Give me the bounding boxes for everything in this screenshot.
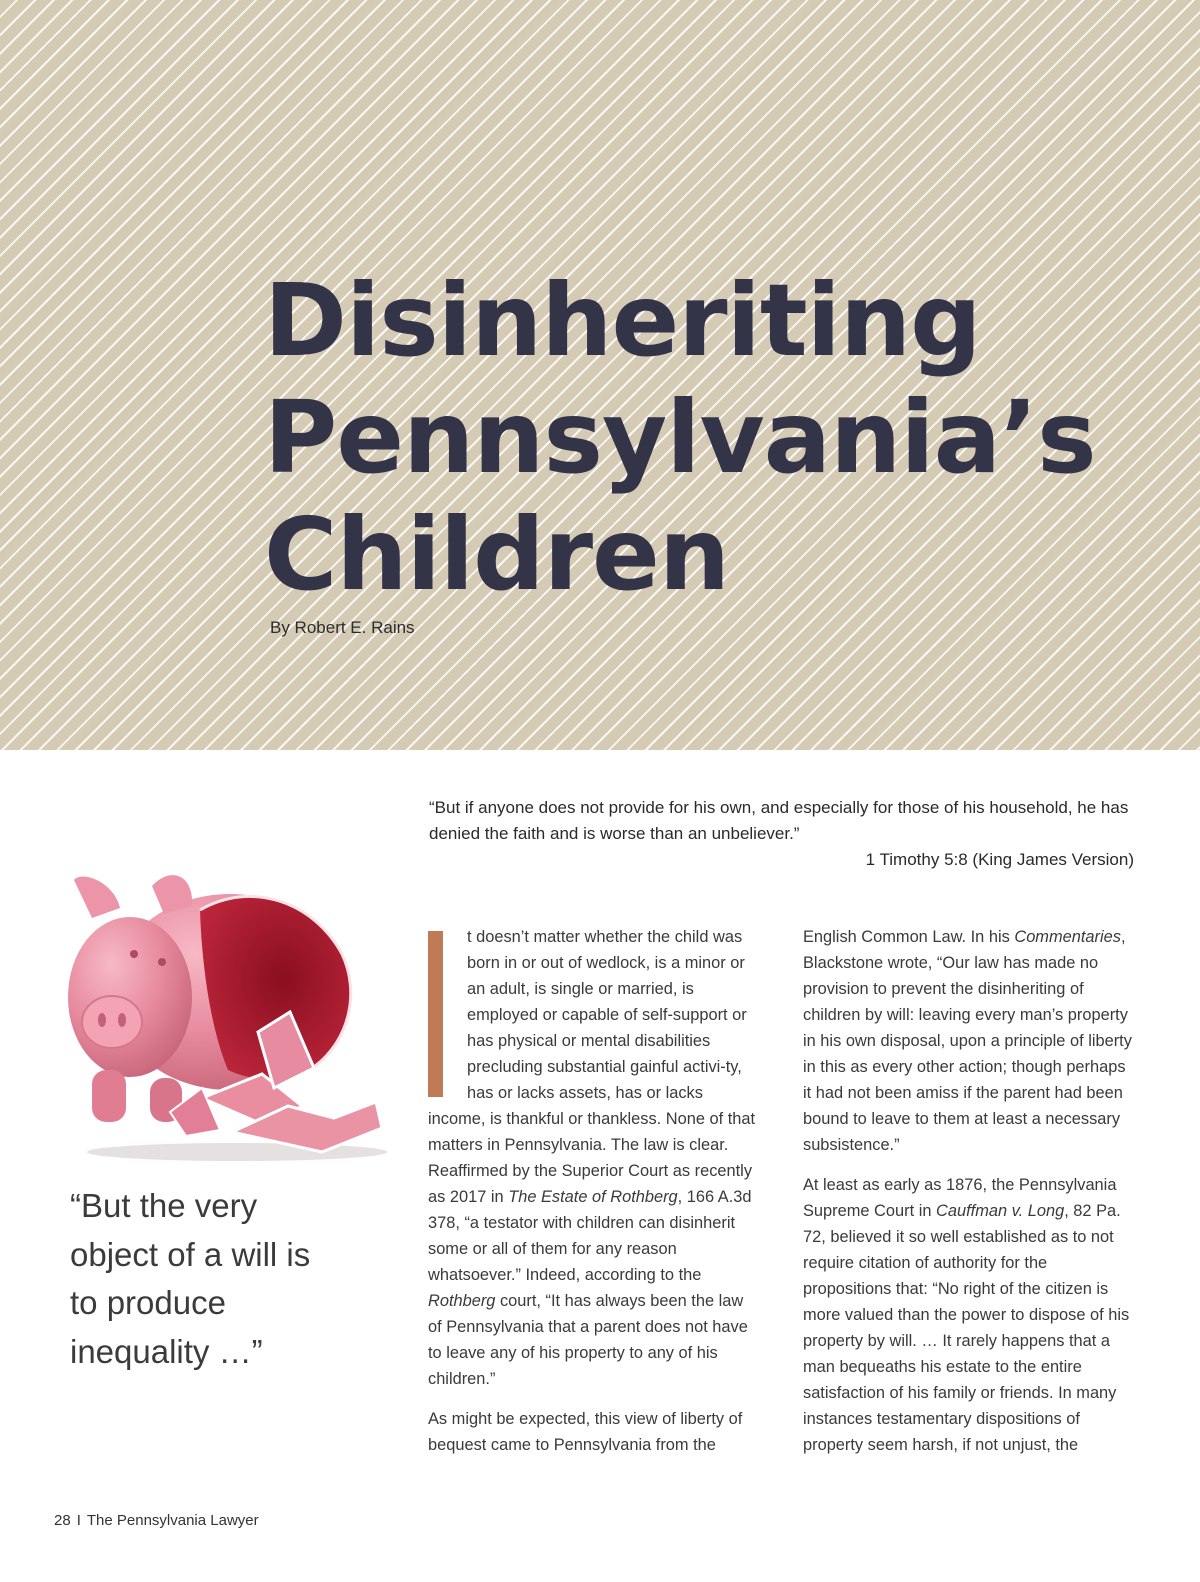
article-paragraph: As might be expected, this view of liberty of bequest came to Pennsylvania from the — [428, 1410, 743, 1454]
dropcap-bar — [428, 931, 443, 1097]
paragraph-text: , Blackstone wrote, “Our law has made no provision to prevent the disinheriting of children by will: leaving every man’s property in his own disposal, upon a principle of liberty in this as every other action; though perhaps it had not been amiss if the parent had been bound to leave to them at least a necessary subsistence.” — [803, 928, 1132, 1154]
article-paragraph — [803, 1172, 1138, 1458]
paragraph-text: court, “It has always been the law of Pennsylvania that a parent does not have to leave any of his property to any of his children.” — [428, 1292, 748, 1388]
title-line-3: Children — [264, 496, 730, 613]
pull-quote: “But the very object of a will is to produce inequality …” — [70, 1187, 311, 1370]
paragraph-text: t doesn’t matter whether the child was born in or out of wedlock, is a minor or an adult, is single or married, is employed or capable of self-support or has physical or mental disabilities precluding substantial gainful activi-ty, has or lacks assets, has or lacks income, is thankful or thankless. None of that matters in Pennsylvania. The law is clear. Reaffirmed by the Superior Court as recently as 2017 in — [428, 928, 756, 1206]
page-footer — [54, 1512, 259, 1529]
footer-separator: I — [76, 1512, 81, 1529]
page-number: 28 — [54, 1512, 71, 1529]
case-citation: The Estate of Rothberg — [508, 1188, 678, 1206]
publication-name: The Pennsylvania Lawyer — [86, 1512, 259, 1529]
epigraph-quote: “But if anyone does not provide for his own, and especially for those of his household, he has denied the faith and is worse than an unbeliever.” — [429, 798, 1129, 843]
work-title: Commentaries — [1014, 928, 1121, 946]
byline: By Robert E. Rains — [270, 618, 415, 637]
paragraph-text: English Common Law. In his — [803, 928, 1015, 946]
article-column-1 — [428, 924, 758, 1472]
title-line-1: Disinheriting — [264, 262, 981, 379]
article-paragraph — [428, 924, 758, 1392]
article-title — [264, 262, 1096, 613]
paragraph-text: , 166 A.3d 378, “a testator with children can disinherit some or all of them for any reason whatsoever.” Indeed, according to the — [428, 1188, 752, 1284]
paragraph-text: , 82 Pa. 72, believed it so well established as to not require citation of authority for the propositions that: “No right of the citizen is more valued than the power to dispose of his property by will. … It rarely happens that a man bequeaths his estate to the entire satisfaction of his family or friends. In many instances testamentary dispositions of property seem harsh, if not unjust, the — [803, 1202, 1130, 1454]
epigraph-source: 1 Timothy 5:8 (King James Version) — [865, 850, 1134, 869]
article-column-2 — [803, 924, 1138, 1472]
title-line-2: Pennsylvania’s — [264, 379, 1096, 496]
case-citation: Cauffman v. Long — [936, 1202, 1065, 1220]
paragraph-text: At least as early as 1876, the Pennsylvania Supreme Court in — [803, 1176, 1117, 1220]
broken-piggy-bank-icon — [52, 862, 394, 1162]
epigraph — [429, 795, 1134, 873]
article-paragraph — [803, 924, 1138, 1158]
case-citation: Rothberg — [428, 1292, 496, 1310]
hero-banner — [0, 0, 1200, 750]
